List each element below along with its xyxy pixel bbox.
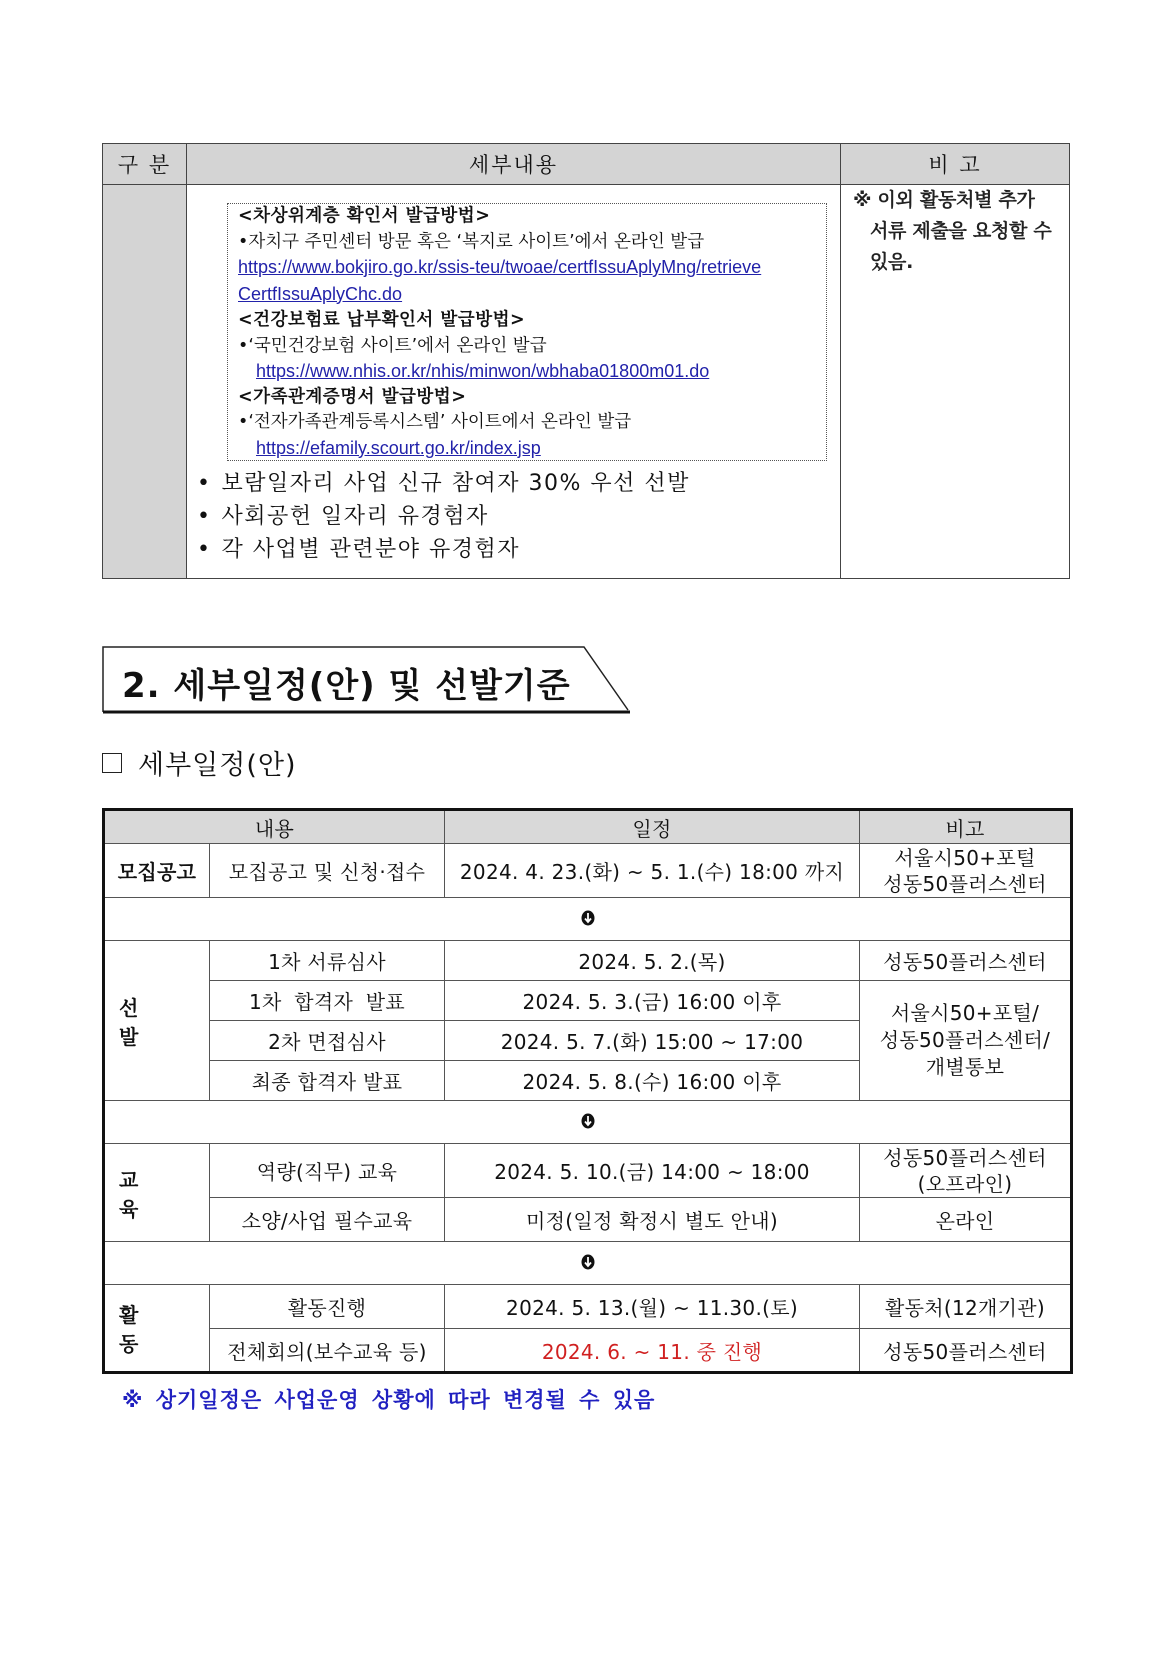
down-arrow-icon (581, 1254, 595, 1270)
table-row (104, 941, 1072, 981)
efamily-link[interactable]: https://efamily.scourt.go.kr/index.jsp (256, 437, 541, 458)
date-highlight: 2024. 6. ~ 11. 중 진행 (445, 1329, 860, 1373)
header-details: 세부내용 (187, 144, 841, 185)
section-title: 2. 세부일정(안) 및 선발기준 (122, 666, 571, 706)
section-line: •‘국민건강보험 사이트’에서 온라인 발급 (238, 335, 547, 356)
table-row (104, 844, 1072, 898)
section-line: •‘전자가족관계등록시스템’ 사이트에서 온라인 발급 (238, 412, 632, 432)
table-row (104, 1198, 1072, 1242)
category-cell (103, 185, 187, 578)
category-selection: 선 발 (104, 941, 210, 1101)
item: 역량(직무) 교육 (210, 1144, 445, 1198)
category-recruit: 모집공고 (104, 844, 210, 898)
section-title: <건강보험료 납부확인서 발급방법> (238, 310, 526, 330)
note-line: 성동50플러스센터 (883, 871, 1047, 896)
section-line: •자치구 주민센터 방문 혹은 ‘복지로 사이트’에서 온라인 발급 (238, 231, 705, 252)
footnote: ※ 상기일정은 사업운영 상황에 따라 변경될 수 있음 (122, 1388, 656, 1412)
date: 2024. 5. 13.(월) ~ 11.30.(토) (445, 1285, 860, 1329)
category-activity: 활 동 (104, 1285, 210, 1373)
remark-line: ※ 이외 활동처별 추가 (853, 189, 1035, 211)
note-line: 성동50플러스센터/ (879, 1028, 1051, 1052)
remarks-cell (841, 185, 1069, 578)
down-arrow-icon (581, 1113, 595, 1129)
subheading-text: 세부일정(안) (138, 750, 297, 781)
date: 2024. 5. 10.(금) 14:00 ~ 18:00 (445, 1144, 860, 1198)
note (860, 1144, 1072, 1198)
header-category: 구 분 (103, 144, 187, 185)
note: 온라인 (860, 1198, 1072, 1242)
date: 2024. 5. 3.(금) 16:00 이후 (445, 981, 860, 1021)
table-row (104, 1285, 1072, 1329)
document-issuance-box (227, 203, 827, 461)
section-heading (102, 646, 630, 712)
subheading (102, 743, 296, 782)
note (860, 844, 1072, 898)
date: 2024. 5. 8.(수) 16:00 이후 (445, 1061, 860, 1101)
date: 2024. 5. 7.(화) 15:00 ~ 17:00 (445, 1021, 860, 1061)
header-note: 비고 (860, 810, 1072, 844)
note-line: 개별통보 (925, 1055, 1005, 1079)
down-arrow-icon (581, 910, 595, 926)
details-cell (187, 185, 841, 578)
bokjiro-link-cont[interactable]: CertfIssuAplyChc.do (238, 283, 403, 304)
section-title: <차상위계층 확인서 발급방법> (238, 206, 491, 226)
item: 2차 면접심사 (210, 1021, 445, 1061)
header-content: 내용 (104, 810, 445, 844)
list-item: • 사회공헌 일자리 유경험자 (197, 500, 690, 533)
criteria-list (197, 467, 690, 566)
table-row (104, 1144, 1072, 1198)
item: 전체회의(보수교육 등) (210, 1329, 445, 1373)
note-line: 성동50플러스센터 (883, 1145, 1047, 1170)
header-schedule: 일정 (445, 810, 860, 844)
item: 소양/사업 필수교육 (210, 1198, 445, 1242)
note-line: (오프라인) (917, 1171, 1013, 1196)
date: 2024. 5. 2.(목) (445, 941, 860, 981)
bokjiro-link[interactable]: https://www.bokjiro.go.kr/ssis-teu/twoae/certfIssuAplyMng/retrieve (238, 257, 762, 277)
section-title: <가족관계증명서 발급방법> (238, 386, 467, 407)
remark-line: 서류 제출을 요청할 수 (870, 220, 1052, 242)
remark-line: 있음. (870, 251, 914, 273)
note-line: 서울시50+포털/ (890, 1001, 1040, 1025)
note-line: 서울시50+포털 (894, 845, 1036, 870)
flow-arrow-row (104, 1101, 1072, 1144)
date: 미정(일정 확정시 별도 안내) (445, 1198, 860, 1242)
item: 활동진행 (210, 1285, 445, 1329)
table-row (104, 981, 1072, 1021)
schedule-table (102, 808, 1073, 1374)
note-merged (860, 981, 1072, 1101)
list-item: • 보람일자리 사업 신규 참여자 30% 우선 선발 (197, 467, 690, 500)
note: 활동처(12개기관) (860, 1285, 1072, 1329)
list-item: • 각 사업별 관련분야 유경험자 (197, 533, 690, 566)
header-remarks: 비 고 (841, 144, 1069, 185)
nhis-link[interactable]: https://www.nhis.or.kr/nhis/minwon/wbhaba01800m01.do (256, 361, 710, 381)
item: 최종 합격자 발표 (210, 1061, 445, 1101)
requirements-table (102, 143, 1070, 579)
flow-arrow-row (104, 898, 1072, 941)
item: 1차 서류심사 (210, 941, 445, 981)
item: 1차 합격자 발표 (210, 981, 445, 1021)
item: 모집공고 및 신청·접수 (210, 844, 445, 898)
checkbox-square-icon (102, 753, 122, 773)
date: 2024. 4. 23.(화) ~ 5. 1.(수) 18:00 까지 (445, 844, 860, 898)
table-row (104, 1329, 1072, 1373)
flow-arrow-row (104, 1242, 1072, 1285)
note: 성동50플러스센터 (860, 1329, 1072, 1373)
note: 성동50플러스센터 (860, 941, 1072, 981)
category-education: 교 육 (104, 1144, 210, 1242)
